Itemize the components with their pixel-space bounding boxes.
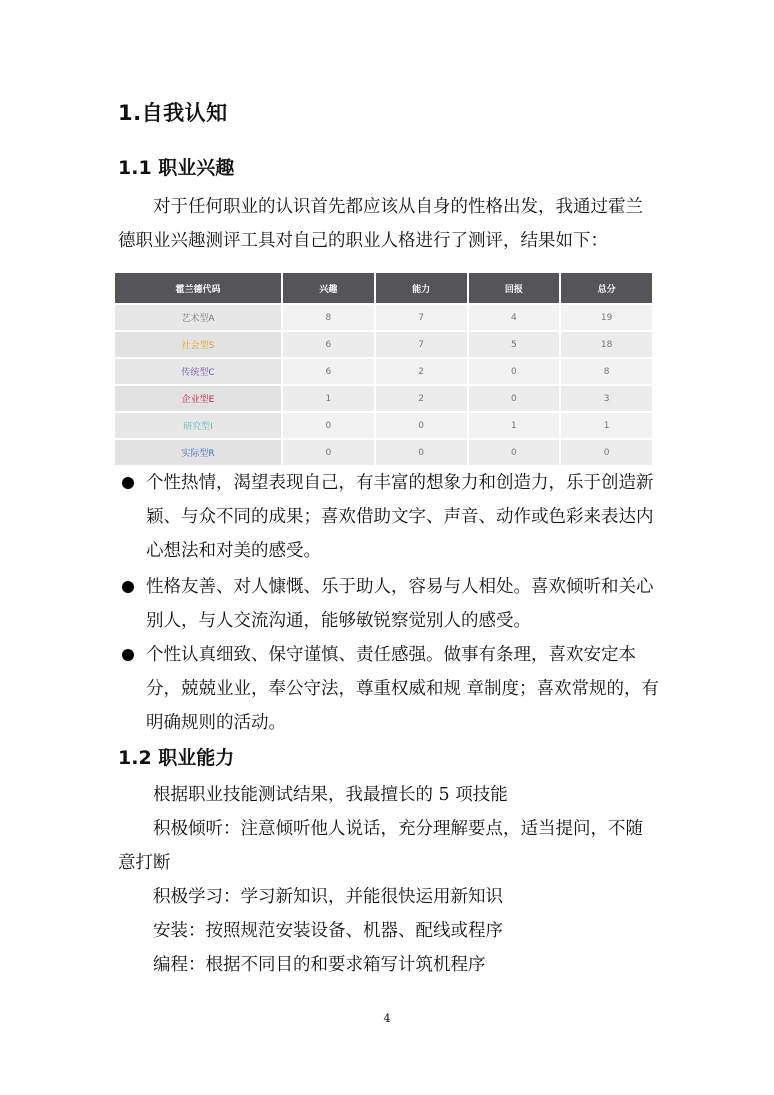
row-total: 19 bbox=[561, 305, 652, 330]
row-code: 艺术型A bbox=[115, 305, 281, 330]
row-interest: 1 bbox=[283, 386, 374, 411]
header-reward: 回报 bbox=[469, 273, 560, 303]
page-number: 4 bbox=[383, 1012, 391, 1025]
section-1-1-heading: 1.1 职业兴趣 bbox=[118, 157, 235, 179]
row-total: 1 bbox=[561, 413, 652, 438]
interest-intro-paragraph: 对于任何职业的认识首先都应该从自身的性格出发，我通过霍兰德职业兴趣测评工具对自己的职业人格进行了测评，结果如下： bbox=[118, 197, 643, 251]
row-ability: 2 bbox=[376, 386, 467, 411]
row-reward: 1 bbox=[469, 413, 560, 438]
section-1-heading: 1.自我认知 bbox=[118, 101, 228, 125]
table-row bbox=[115, 386, 652, 411]
bullet-text: 个性热情，渴望表现自己，有丰富的想象力和创造力，乐于创造新颖、与众不同的成果；喜欢借助文字、声音、动作或色彩来表达内心想法和对美的感受。 bbox=[146, 473, 654, 561]
table-row bbox=[115, 332, 652, 357]
row-code: 研究型I bbox=[115, 413, 281, 438]
row-code: 传统型C bbox=[115, 359, 281, 384]
row-total: 0 bbox=[561, 440, 652, 465]
bullet-dot-icon bbox=[122, 581, 134, 593]
row-interest: 6 bbox=[283, 359, 374, 384]
bullet-dot-icon bbox=[122, 649, 134, 661]
row-code: 实际型R bbox=[115, 440, 281, 465]
bullet-item bbox=[118, 570, 660, 638]
skill-item: 安装：按照规范安装设备、机器、配线或程序 bbox=[153, 921, 503, 941]
row-interest: 6 bbox=[283, 332, 374, 357]
table-row bbox=[115, 440, 652, 465]
row-reward: 4 bbox=[469, 305, 560, 330]
row-interest: 0 bbox=[283, 413, 374, 438]
row-code: 企业型E bbox=[115, 386, 281, 411]
row-total: 8 bbox=[561, 359, 652, 384]
row-ability: 2 bbox=[376, 359, 467, 384]
row-interest: 8 bbox=[283, 305, 374, 330]
header-ability: 能力 bbox=[376, 273, 467, 303]
bullet-text: 个性认真细致、保守谨慎、责任感强。做事有条理，喜欢安定本分，兢兢业业，奉公守法，尊重权威和规 章制度；喜欢常规的，有明确规则的活动。 bbox=[146, 645, 660, 733]
skills-intro: 根据职业技能测试结果，我最擅长的 5 项技能 bbox=[153, 785, 508, 805]
row-ability: 7 bbox=[376, 305, 467, 330]
row-ability: 0 bbox=[376, 440, 467, 465]
bullet-item bbox=[118, 466, 660, 568]
table-row bbox=[115, 359, 652, 384]
bullet-text: 性格友善、对人慷慨、乐于助人，容易与人相处。喜欢倾听和关心别人，与人交流沟通，能够敏锐察觉别人的感受。 bbox=[146, 577, 654, 631]
row-total: 18 bbox=[561, 332, 652, 357]
header-code: 霍兰德代码 bbox=[115, 273, 281, 303]
table-header-row bbox=[115, 273, 652, 303]
skill-item: 积极倾听：注意倾听他人说话，充分理解要点，适当提问，不随意打断 bbox=[118, 819, 643, 873]
section-1-2-heading: 1.2 职业能力 bbox=[118, 747, 235, 769]
row-total: 3 bbox=[561, 386, 652, 411]
header-total: 总分 bbox=[561, 273, 652, 303]
row-ability: 0 bbox=[376, 413, 467, 438]
row-ability: 7 bbox=[376, 332, 467, 357]
row-reward: 0 bbox=[469, 359, 560, 384]
row-code: 社会型S bbox=[115, 332, 281, 357]
holland-code-table bbox=[113, 271, 654, 467]
row-interest: 0 bbox=[283, 440, 374, 465]
row-reward: 0 bbox=[469, 386, 560, 411]
header-interest: 兴趣 bbox=[283, 273, 374, 303]
row-reward: 5 bbox=[469, 332, 560, 357]
bullet-dot-icon bbox=[122, 477, 134, 489]
skill-item: 积极学习：学习新知识，并能很快运用新知识 bbox=[153, 887, 503, 907]
table-row bbox=[115, 413, 652, 438]
table-row bbox=[115, 305, 652, 330]
row-reward: 0 bbox=[469, 440, 560, 465]
bullet-item bbox=[118, 638, 660, 740]
skill-item: 编程：根据不同目的和要求箱写计筑机程序 bbox=[153, 955, 486, 975]
